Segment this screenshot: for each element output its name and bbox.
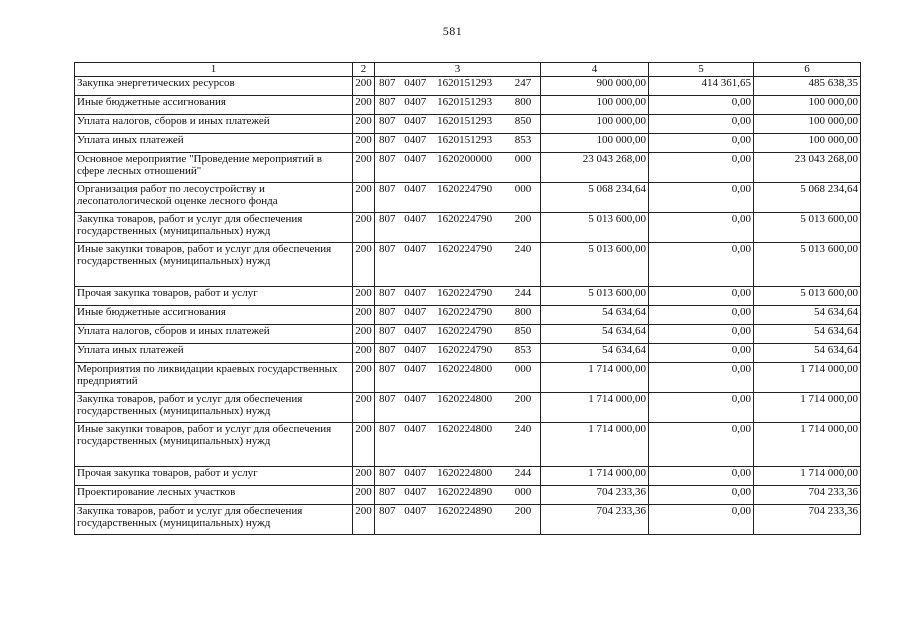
expense-type-code: 200 <box>514 213 532 225</box>
section-code: 0407 <box>404 96 427 108</box>
target-article-code: 1620151293 <box>437 96 493 108</box>
item-name: Проектирование лесных участков <box>75 486 353 505</box>
executed-amount: 0,00 <box>649 243 754 287</box>
planned-amount: 23 043 268,00 <box>541 153 649 183</box>
remaining-amount: 1 714 000,00 <box>754 393 861 423</box>
table-row <box>75 134 861 153</box>
remaining-amount: 5 068 234,64 <box>754 183 861 213</box>
section-code: 0407 <box>404 243 427 255</box>
executed-amount: 0,00 <box>649 467 754 486</box>
classification-code <box>375 505 541 535</box>
expense-type-code: 240 <box>514 423 532 435</box>
target-article-code: 1620224800 <box>437 423 493 435</box>
expense-type-code: 247 <box>514 77 532 89</box>
planned-amount: 5 068 234,64 <box>541 183 649 213</box>
planned-amount: 1 714 000,00 <box>541 393 649 423</box>
item-name: Закупка товаров, работ и услуг для обеспечения государственных (муниципальных) нужд <box>75 393 353 423</box>
classification-code <box>375 363 541 393</box>
planned-amount: 54 634,64 <box>541 344 649 363</box>
planned-amount: 1 714 000,00 <box>541 363 649 393</box>
section-code: 0407 <box>404 393 427 405</box>
section-code: 0407 <box>404 325 427 337</box>
executed-amount: 0,00 <box>649 287 754 306</box>
expense-type-code: 800 <box>514 96 532 108</box>
expense-type-code: 000 <box>514 183 532 195</box>
section-code: 0407 <box>404 183 427 195</box>
target-article-code: 1620224790 <box>437 287 493 299</box>
remaining-amount: 54 634,64 <box>754 344 861 363</box>
remaining-amount: 1 714 000,00 <box>754 467 861 486</box>
remaining-amount: 23 043 268,00 <box>754 153 861 183</box>
target-article-code: 1620224790 <box>437 325 493 337</box>
item-name: Иные закупки товаров, работ и услуг для обеспечения государственных (муниципальных) нужд <box>75 243 353 287</box>
section-code: 0407 <box>404 213 427 225</box>
grbs-code: 200 <box>353 287 375 306</box>
grbs-code: 200 <box>353 115 375 134</box>
section-code: 0407 <box>404 344 427 356</box>
table-row <box>75 243 861 287</box>
section-code: 0407 <box>404 363 427 375</box>
target-article-code: 1620224790 <box>437 213 493 225</box>
executed-amount: 0,00 <box>649 306 754 325</box>
grbs-code: 200 <box>353 153 375 183</box>
department-code: 807 <box>379 96 396 108</box>
target-article-code: 1620224800 <box>437 393 493 405</box>
planned-amount: 5 013 600,00 <box>541 287 649 306</box>
table-row <box>75 115 861 134</box>
executed-amount: 0,00 <box>649 325 754 344</box>
grbs-code: 200 <box>353 467 375 486</box>
page-number: 581 <box>442 24 463 38</box>
department-code: 807 <box>379 505 396 517</box>
item-name: Прочая закупка товаров, работ и услуг <box>75 467 353 486</box>
grbs-code: 200 <box>353 183 375 213</box>
planned-amount: 1 714 000,00 <box>541 423 649 467</box>
expense-type-code: 853 <box>514 344 532 356</box>
classification-code <box>375 287 541 306</box>
remaining-amount: 704 233,36 <box>754 505 861 535</box>
planned-amount: 704 233,36 <box>541 486 649 505</box>
department-code: 807 <box>379 306 396 318</box>
table-row <box>75 213 861 243</box>
classification-code <box>375 325 541 344</box>
remaining-amount: 54 634,64 <box>754 306 861 325</box>
section-code: 0407 <box>404 153 427 165</box>
classification-code <box>375 134 541 153</box>
expense-type-code: 240 <box>514 243 532 255</box>
executed-amount: 0,00 <box>649 423 754 467</box>
column-header: 6 <box>754 63 861 77</box>
department-code: 807 <box>379 363 396 375</box>
classification-code <box>375 153 541 183</box>
column-header: 1 <box>75 63 353 77</box>
section-code: 0407 <box>404 423 427 435</box>
department-code: 807 <box>379 243 396 255</box>
department-code: 807 <box>379 115 396 127</box>
section-code: 0407 <box>404 306 427 318</box>
executed-amount: 0,00 <box>649 363 754 393</box>
item-name: Иные закупки товаров, работ и услуг для обеспечения государственных (муниципальных) нужд <box>75 423 353 467</box>
expense-type-code: 244 <box>514 287 532 299</box>
planned-amount: 1 714 000,00 <box>541 467 649 486</box>
classification-code <box>375 306 541 325</box>
section-code: 0407 <box>404 505 427 517</box>
grbs-code: 200 <box>353 306 375 325</box>
item-name: Иные бюджетные ассигнования <box>75 96 353 115</box>
grbs-code: 200 <box>353 96 375 115</box>
classification-code <box>375 77 541 96</box>
expense-type-code: 200 <box>514 505 532 517</box>
target-article-code: 1620224790 <box>437 306 493 318</box>
column-header: 4 <box>541 63 649 77</box>
item-name: Закупка товаров, работ и услуг для обеспечения государственных (муниципальных) нужд <box>75 505 353 535</box>
department-code: 807 <box>379 77 396 89</box>
planned-amount: 100 000,00 <box>541 96 649 115</box>
remaining-amount: 100 000,00 <box>754 96 861 115</box>
planned-amount: 5 013 600,00 <box>541 213 649 243</box>
executed-amount: 0,00 <box>649 115 754 134</box>
department-code: 807 <box>379 183 396 195</box>
department-code: 807 <box>379 213 396 225</box>
item-name: Уплата иных платежей <box>75 344 353 363</box>
grbs-code: 200 <box>353 344 375 363</box>
table-row <box>75 96 861 115</box>
classification-code <box>375 486 541 505</box>
table-row <box>75 287 861 306</box>
table-row <box>75 153 861 183</box>
table-row <box>75 325 861 344</box>
table-row <box>75 183 861 213</box>
classification-code <box>375 115 541 134</box>
target-article-code: 1620151293 <box>437 115 493 127</box>
executed-amount: 0,00 <box>649 393 754 423</box>
remaining-amount: 1 714 000,00 <box>754 363 861 393</box>
section-code: 0407 <box>404 486 427 498</box>
expense-type-code: 850 <box>514 325 532 337</box>
column-header: 2 <box>353 63 375 77</box>
item-name: Уплата налогов, сборов и иных платежей <box>75 325 353 344</box>
section-code: 0407 <box>404 134 427 146</box>
target-article-code: 1620224800 <box>437 363 493 375</box>
table-row <box>75 486 861 505</box>
expense-type-code: 800 <box>514 306 532 318</box>
remaining-amount: 485 638,35 <box>754 77 861 96</box>
remaining-amount: 54 634,64 <box>754 325 861 344</box>
item-name: Закупка энергетических ресурсов <box>75 77 353 96</box>
remaining-amount: 5 013 600,00 <box>754 213 861 243</box>
planned-amount: 5 013 600,00 <box>541 243 649 287</box>
item-name: Иные бюджетные ассигнования <box>75 306 353 325</box>
executed-amount: 0,00 <box>649 486 754 505</box>
item-name: Уплата налогов, сборов и иных платежей <box>75 115 353 134</box>
grbs-code: 200 <box>353 423 375 467</box>
planned-amount: 54 634,64 <box>541 325 649 344</box>
remaining-amount: 5 013 600,00 <box>754 243 861 287</box>
item-name: Закупка товаров, работ и услуг для обеспечения государственных (муниципальных) нужд <box>75 213 353 243</box>
planned-amount: 54 634,64 <box>541 306 649 325</box>
table-row <box>75 423 861 467</box>
expense-type-code: 000 <box>514 153 532 165</box>
department-code: 807 <box>379 467 396 479</box>
table-row <box>75 77 861 96</box>
table-row <box>75 393 861 423</box>
classification-code <box>375 423 541 467</box>
item-name: Прочая закупка товаров, работ и услуг <box>75 287 353 306</box>
classification-code <box>375 213 541 243</box>
section-code: 0407 <box>404 77 427 89</box>
section-code: 0407 <box>404 287 427 299</box>
section-code: 0407 <box>404 467 427 479</box>
classification-code <box>375 183 541 213</box>
table-row <box>75 363 861 393</box>
table-row <box>75 467 861 486</box>
planned-amount: 100 000,00 <box>541 134 649 153</box>
classification-code <box>375 467 541 486</box>
expense-type-code: 200 <box>514 393 532 405</box>
department-code: 807 <box>379 344 396 356</box>
target-article-code: 1620151293 <box>437 134 493 146</box>
expense-type-code: 850 <box>514 115 532 127</box>
target-article-code: 1620224790 <box>437 183 493 195</box>
table-header-row <box>75 63 861 77</box>
table-row <box>75 505 861 535</box>
grbs-code: 200 <box>353 213 375 243</box>
item-name: Основное мероприятие "Проведение мероприятий в сфере лесных отношений" <box>75 153 353 183</box>
grbs-code: 200 <box>353 243 375 287</box>
executed-amount: 0,00 <box>649 183 754 213</box>
department-code: 807 <box>379 287 396 299</box>
executed-amount: 0,00 <box>649 96 754 115</box>
expense-type-code: 244 <box>514 467 532 479</box>
item-name: Мероприятия по ликвидации краевых государственных предприятий <box>75 363 353 393</box>
executed-amount: 0,00 <box>649 344 754 363</box>
grbs-code: 200 <box>353 505 375 535</box>
grbs-code: 200 <box>353 486 375 505</box>
executed-amount: 414 361,65 <box>649 77 754 96</box>
department-code: 807 <box>379 153 396 165</box>
target-article-code: 1620224790 <box>437 243 493 255</box>
executed-amount: 0,00 <box>649 153 754 183</box>
executed-amount: 0,00 <box>649 134 754 153</box>
classification-code <box>375 96 541 115</box>
remaining-amount: 5 013 600,00 <box>754 287 861 306</box>
target-article-code: 1620151293 <box>437 77 493 89</box>
table-row <box>75 344 861 363</box>
department-code: 807 <box>379 486 396 498</box>
expense-type-code: 000 <box>514 363 532 375</box>
table-row <box>75 306 861 325</box>
grbs-code: 200 <box>353 393 375 423</box>
target-article-code: 1620224790 <box>437 344 493 356</box>
department-code: 807 <box>379 423 396 435</box>
remaining-amount: 100 000,00 <box>754 115 861 134</box>
department-code: 807 <box>379 393 396 405</box>
grbs-code: 200 <box>353 363 375 393</box>
grbs-code: 200 <box>353 325 375 344</box>
classification-code <box>375 393 541 423</box>
column-header: 5 <box>649 63 754 77</box>
grbs-code: 200 <box>353 134 375 153</box>
item-name: Организация работ по лесоустройству и лесопатологической оценке лесного фонда <box>75 183 353 213</box>
expense-type-code: 000 <box>514 486 532 498</box>
remaining-amount: 100 000,00 <box>754 134 861 153</box>
department-code: 807 <box>379 325 396 337</box>
budget-table <box>74 62 861 535</box>
target-article-code: 1620224890 <box>437 505 493 517</box>
classification-code <box>375 344 541 363</box>
target-article-code: 1620200000 <box>437 153 493 165</box>
column-header: 3 <box>375 63 541 77</box>
expense-type-code: 853 <box>514 134 532 146</box>
planned-amount: 704 233,36 <box>541 505 649 535</box>
executed-amount: 0,00 <box>649 505 754 535</box>
section-code: 0407 <box>404 115 427 127</box>
classification-code <box>375 243 541 287</box>
department-code: 807 <box>379 134 396 146</box>
target-article-code: 1620224800 <box>437 467 493 479</box>
planned-amount: 100 000,00 <box>541 115 649 134</box>
remaining-amount: 1 714 000,00 <box>754 423 861 467</box>
target-article-code: 1620224890 <box>437 486 493 498</box>
planned-amount: 900 000,00 <box>541 77 649 96</box>
grbs-code: 200 <box>353 77 375 96</box>
executed-amount: 0,00 <box>649 213 754 243</box>
remaining-amount: 704 233,36 <box>754 486 861 505</box>
item-name: Уплата иных платежей <box>75 134 353 153</box>
